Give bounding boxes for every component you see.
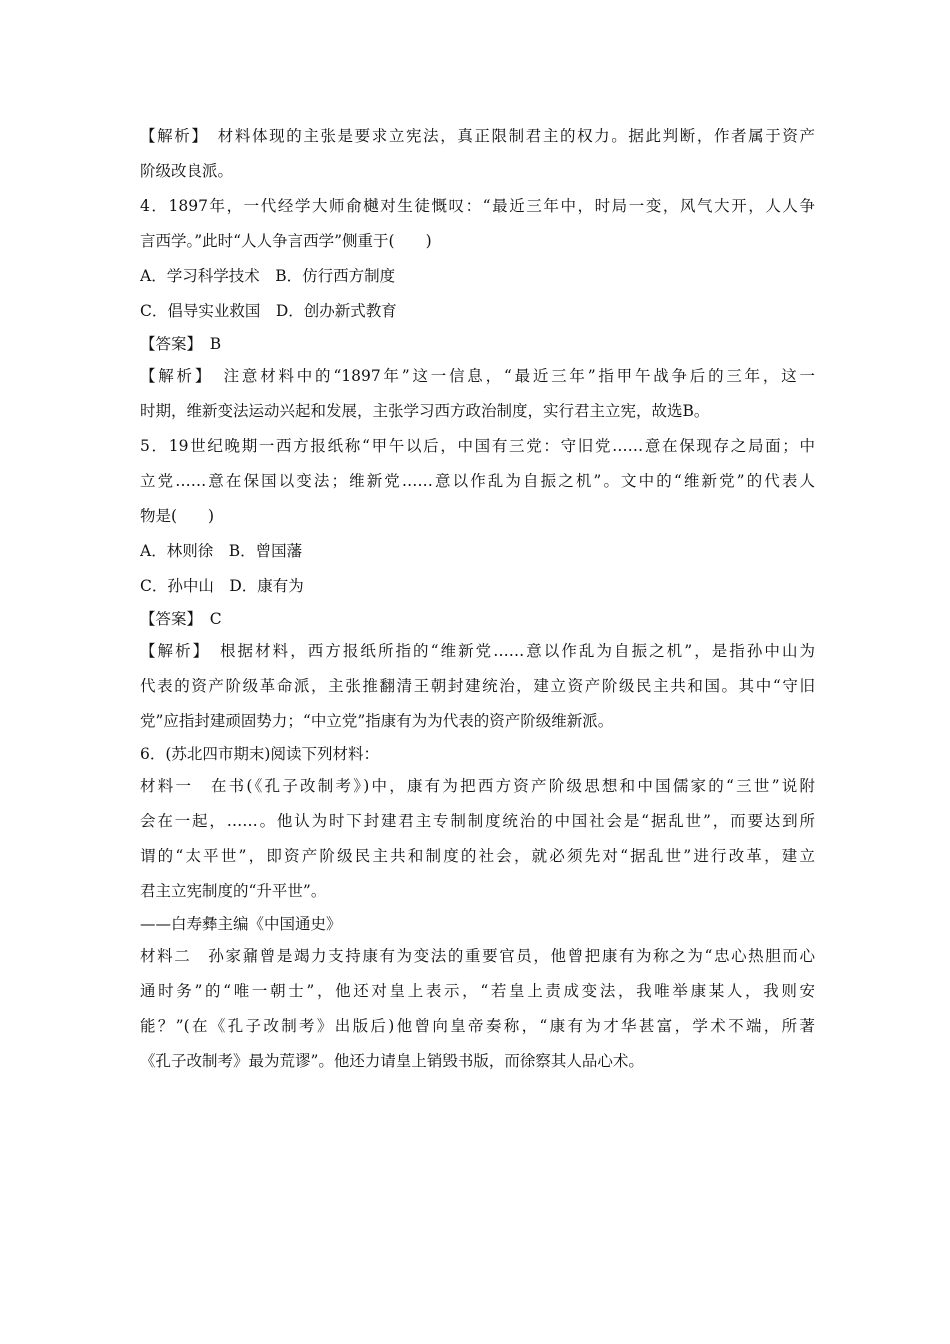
material-2-line-1: 材料二 孙家鼐曾是竭力支持康有为变法的重要官员，他曾把康有为称之为“忠心热胆而心 — [140, 947, 815, 965]
material-1-source: ——白寿彝主编《中国通史》 — [140, 915, 342, 933]
question-4-options-ab: A．学习科学技术 B．仿行西方制度 — [140, 267, 396, 285]
material-2-line-3: 能？”(在《孔子改制考》出版后)他曾向皇帝奏称，“康有为才华甚富，学术不端，所著 — [140, 1017, 815, 1035]
question-4-line-1: 4．1897年，一代经学大师俞樾对生徒慨叹：“最近三年中，时局一变，风气大开，人人争 — [140, 197, 815, 215]
analysis-q5-line-2: 代表的资产阶级革命派，主张推翻清王朝封建统治，建立资产阶级民主共和国。其中“守旧 — [140, 677, 815, 695]
question-5-options-ab: A．林则徐 B．曾国藩 — [140, 542, 303, 560]
question-5-line-1: 5．19世纪晚期一西方报纸称“甲午以后，中国有三党：守旧党……意在保现存之局面；中 — [140, 437, 815, 455]
analysis-q4-line-2: 时期，维新变法运动兴起和发展，主张学习西方政治制度，实行君主立宪，故选B。 — [140, 402, 710, 420]
question-5-line-3: 物是( ) — [140, 507, 215, 525]
question-4-options-cd: C．倡导实业救国 D．创办新式教育 — [140, 302, 397, 320]
material-1-line-2: 会在一起，……。他认为时下封建君主专制制度统治的中国社会是“据乱世”，而要达到所 — [140, 812, 815, 830]
material-1-line-1: 材料一 在书(《孔子改制考》)中，康有为把西方资产阶级思想和中国儒家的“三世”说附 — [140, 777, 815, 795]
material-1-line-4: 君主立宪制度的“升平世”。 — [140, 882, 327, 900]
analysis-q5-line-1: 【解析】 根据材料，西方报纸所指的“维新党……意以作乱为自振之机”，是指孙中山为 — [140, 642, 815, 660]
material-2-line-4: 《孔子改制考》最为荒谬”。他还力请皇上销毁书版，而徐察其人品心术。 — [140, 1052, 644, 1070]
question-6-heading: 6．(苏北四市期末)阅读下列材料： — [140, 745, 379, 763]
analysis-q5-line-3: 党”应指封建顽固势力；“中立党”指康有为为代表的资产阶级维新派。 — [140, 712, 614, 730]
question-5-options-cd: C．孙中山 D．康有为 — [140, 577, 304, 595]
material-1-line-3: 谓的“太平世”，即资产阶级民主共和制度的社会，就必须先对“据乱世”进行改革，建立 — [140, 847, 815, 865]
question-5-line-2: 立党……意在保国以变法；维新党……意以作乱为自振之机”。文中的“维新党”的代表人 — [140, 472, 815, 490]
analysis-q3-line-2: 阶级改良派。 — [140, 162, 234, 180]
answer-q5: 【答案】 C — [140, 610, 222, 628]
question-4-line-2: 言西学。”此时“人人争言西学”侧重于( ) — [140, 232, 432, 250]
analysis-q3-line-1: 【解析】 材料体现的主张是要求立宪法，真正限制君主的权力。据此判断，作者属于资产 — [140, 127, 815, 145]
analysis-q4-line-1: 【解析】 注意材料中的“1897年”这一信息，“最近三年”指甲午战争后的三年，这一 — [140, 367, 815, 385]
answer-q4: 【答案】 B — [140, 335, 222, 353]
document-body — [140, 119, 815, 1079]
material-2-line-2: 通时务”的“唯一朝士”，他还对皇上表示，“若皇上责成变法，我唯举康某人，我则安 — [140, 982, 815, 1000]
